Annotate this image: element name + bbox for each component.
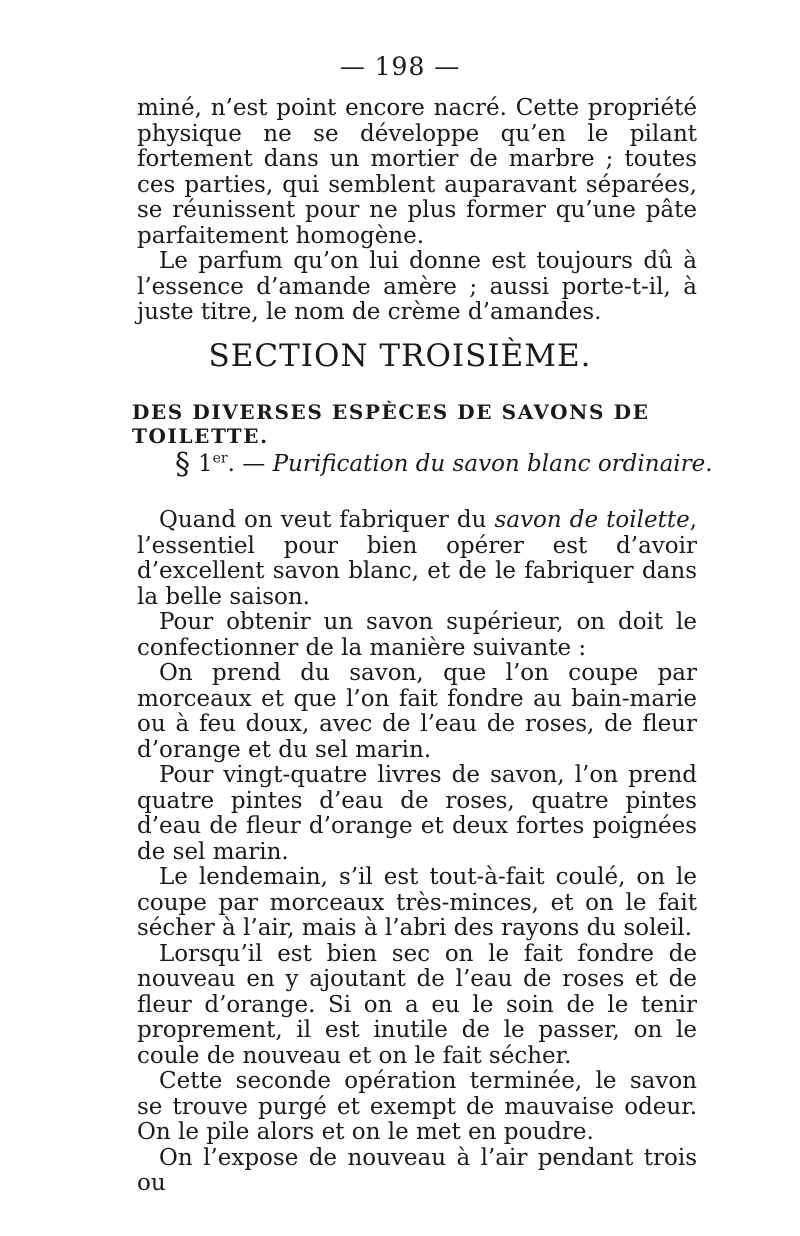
intro-text-start: Quand on veut fabriquer du xyxy=(159,507,495,533)
page-number: — 198 — xyxy=(339,52,461,81)
paragraph-perfume: Le parfum qu’on lui donne est toujours dû à l’essence d’amande amère ; aussi porte-t-il, à juste titre, le nom de crème d’amandes. xyxy=(137,248,697,325)
top-text-block xyxy=(137,96,697,326)
paragraph-drying: Lorsqu’il est bien sec on le fait fondre de nouveau en y ajoutant de l’eau de roses et de fleur d’orange. Si on a eu le soin de le tenir proprement, il est inutile de le passer, on le coule de nouveau et on le fait sécher. xyxy=(137,940,697,1069)
section-symbol: § xyxy=(175,447,190,482)
paragraph-separator: . — xyxy=(227,451,266,477)
paragraph-obtain: Pour obtenir un savon supérieur, on doit le confectionner de la manière suivante : xyxy=(137,609,697,661)
paragraph-number: 1 xyxy=(198,451,213,477)
paragraph-method: On prend du savon, que l’on coupe par morceaux et que l’on fait fondre au bain-marie ou à feu doux, avec de l’eau de roses, de fleur d’orange et du sel marin. xyxy=(137,660,697,763)
intro-text-end: , l’essentiel pour bien opérer est d’avoir d’excellent savon blanc, et de le fabriquer dans la belle saison. xyxy=(137,507,697,610)
paragraph-ordinal: er xyxy=(212,450,228,467)
paragraph-second-operation: Cette seconde opération terminée, le savon se trouve purgé et exempt de mauvaise odeur. On le pile alors et on le met en poudre. xyxy=(137,1068,697,1145)
section-title: SECTION TROISIÈME. xyxy=(208,338,592,374)
paragraph-heading xyxy=(175,447,715,482)
intro-italic-term: savon de toilette xyxy=(494,507,690,533)
paragraph-continued: miné, n’est point encore nacré. Cette propriété physique ne se développe qu’en le pilant fortement dans un mortier de marbre ; toutes ces parties, qui semblent auparavant séparées, se réunissent pour ne plus former qu’une pâte parfaitement homogène. xyxy=(137,95,697,249)
body-text-block xyxy=(137,508,697,1197)
paragraph-exposure: On l’expose de nouveau à l’air pendant trois ou xyxy=(137,1144,697,1196)
paragraph-quantities: Pour vingt-quatre livres de savon, l’on prend quatre pintes d’eau de roses, quatre pintes d’eau de fleur d’orange et deux fortes poignées de sel marin. xyxy=(137,762,697,865)
paragraph-next-day: Le lendemain, s’il est tout-à-fait coulé, on le coupe par morceaux très-minces, et on le fait sécher à l’air, mais à l’abri des rayons du soleil. xyxy=(137,864,697,941)
subsection-title: DES DIVERSES ESPÈCES DE SAVONS DE TOILETTE. xyxy=(132,400,650,448)
paragraph-heading-title: Purification du savon blanc ordinaire. xyxy=(272,451,713,477)
paragraph-intro xyxy=(137,508,697,610)
